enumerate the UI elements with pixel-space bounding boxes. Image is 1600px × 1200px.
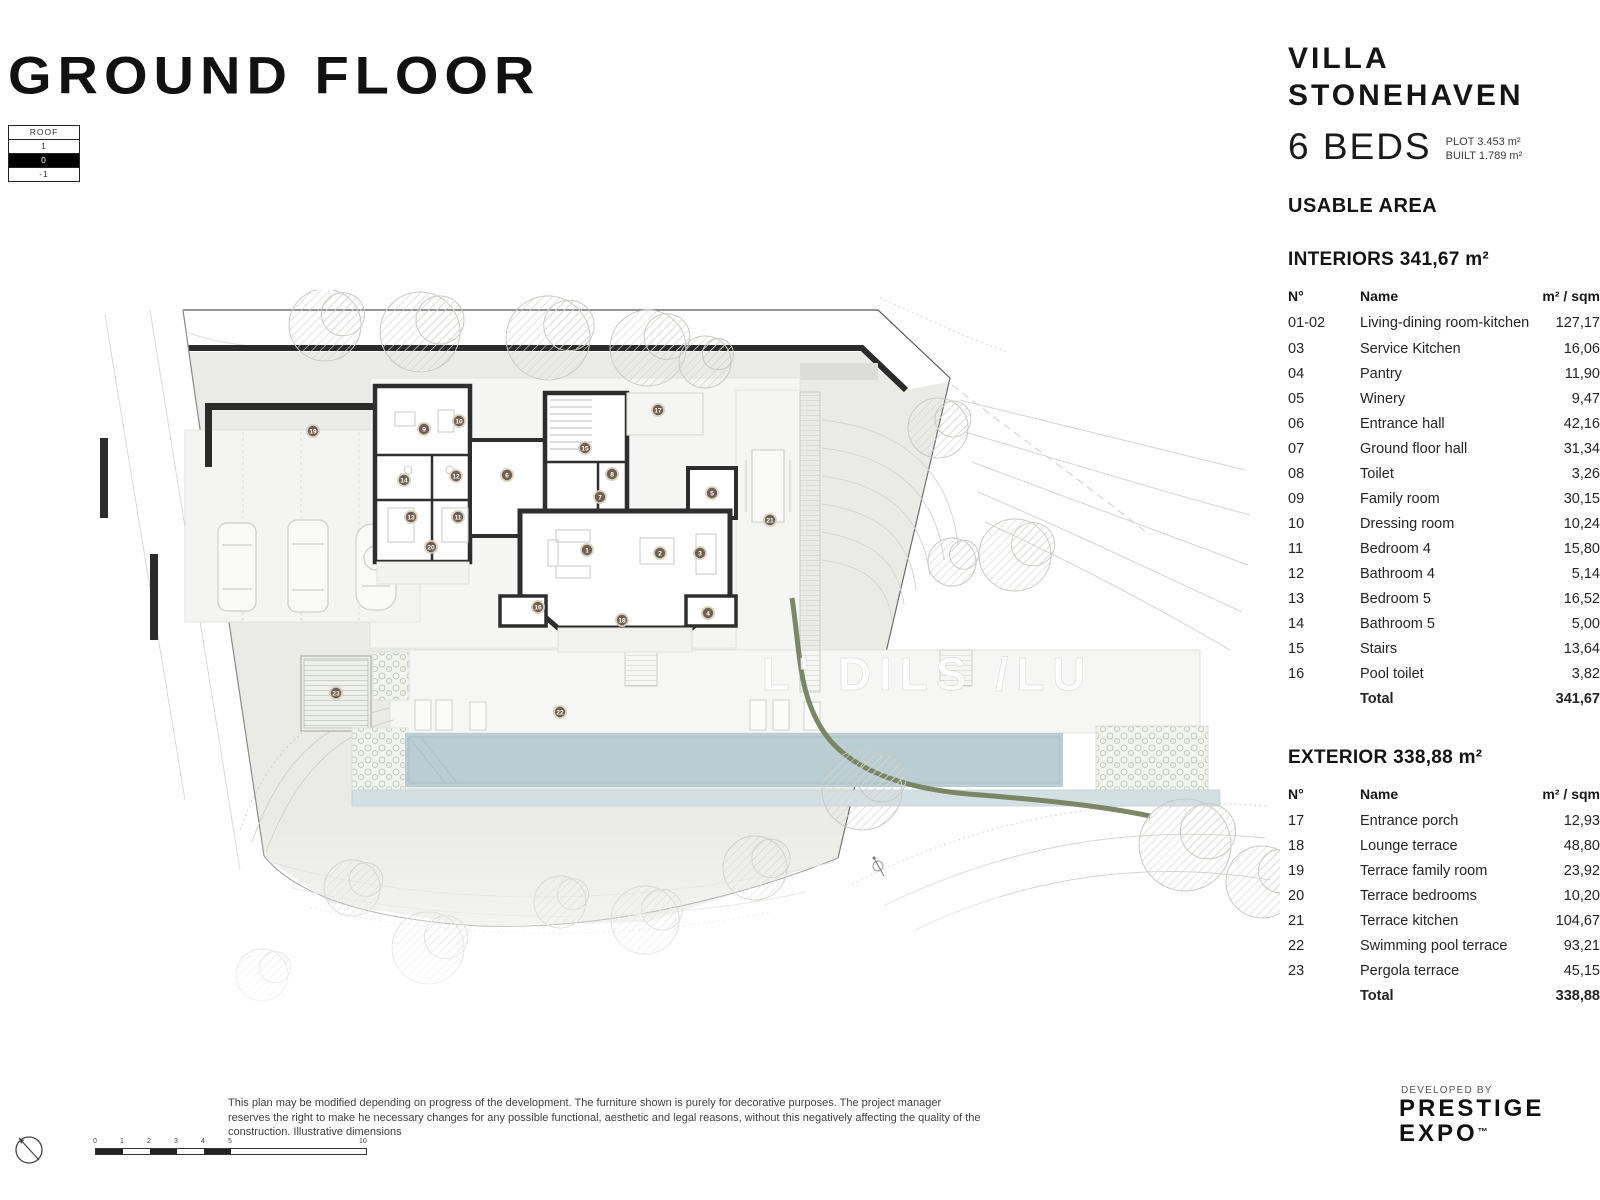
col-sqm: m² / sqm [1542, 786, 1600, 802]
svg-text:5: 5 [710, 490, 714, 498]
room-badge-14 [397, 473, 411, 487]
table-row: 23 Pergola terrace 45,15 [1288, 962, 1600, 979]
room-badge-12 [449, 469, 463, 483]
table-row: 15 Stairs 13,64 [1288, 640, 1600, 657]
table-row: 08 Toilet 3,26 [1288, 465, 1600, 482]
table-row: 12 Bathroom 4 5,14 [1288, 565, 1600, 582]
floor-option-1[interactable]: 1 [9, 140, 79, 154]
scale-label: 4 [201, 1138, 205, 1145]
room-badge-7 [593, 490, 607, 504]
floor-option-roof[interactable]: ROOF [9, 126, 79, 140]
table-row: 06 Entrance hall 42,16 [1288, 415, 1600, 432]
exterior-heading: EXTERIOR 338,88 m² [1288, 747, 1483, 768]
developed-by-label: DEVELOPED BY [1401, 1085, 1493, 1096]
developer-logo [1399, 1097, 1544, 1146]
table-row: 09 Family room 30,15 [1288, 490, 1600, 507]
beds-row [1288, 126, 1600, 168]
plot-built [1446, 126, 1523, 163]
beds-count: 6 BEDS [1288, 126, 1432, 167]
room-badge-21 [763, 513, 777, 527]
table-row: 18 Lounge terrace 48,80 [1288, 837, 1600, 854]
villa-name-line2: STONEHAVEN [1288, 79, 1524, 112]
tree-icon [1226, 846, 1280, 918]
room-badge-2 [653, 546, 667, 560]
trademark-symbol: ™ [1477, 1127, 1488, 1138]
scale-label: 0 [93, 1138, 97, 1145]
svg-text:2: 2 [658, 550, 662, 558]
scale-label: 3 [174, 1138, 178, 1145]
table-row: 19 Terrace family room 23,92 [1288, 862, 1600, 879]
table-row: 13 Bedroom 5 16,52 [1288, 590, 1600, 607]
plot-area: PLOT 3.453 m² [1445, 136, 1521, 148]
svg-text:12: 12 [452, 473, 460, 481]
svg-text:19: 19 [309, 428, 317, 436]
scale-bar-track [95, 1148, 367, 1155]
tree-icon [908, 398, 971, 458]
north-compass-icon [8, 1128, 50, 1175]
watermark: L' DILS /LU [762, 648, 1094, 700]
villa-name-line1: VILLA [1288, 42, 1390, 75]
villa-name [1288, 40, 1600, 114]
survey-mark-icon [873, 857, 885, 877]
interiors-section [1288, 249, 1600, 711]
room-badge-22 [553, 705, 567, 719]
tree-icon [822, 750, 906, 830]
exterior-table [1288, 781, 1600, 1008]
svg-text:13: 13 [407, 514, 415, 522]
svg-text:22: 22 [556, 709, 564, 717]
info-panel [1288, 40, 1600, 1008]
table-row: 01-02 Living-dining room-kitchen 127,17 [1288, 314, 1600, 331]
room-badge-15 [578, 441, 592, 455]
room-badge-3 [693, 546, 707, 560]
svg-text:16: 16 [534, 604, 542, 612]
col-number: N° [1288, 786, 1304, 802]
table-header-row [1288, 781, 1600, 808]
paving-strip [800, 363, 878, 380]
room-badge-9 [417, 422, 431, 436]
table-row: 03 Service Kitchen 16,06 [1288, 340, 1600, 357]
table-row: 17 Entrance porch 12,93 [1288, 812, 1600, 829]
svg-text:10: 10 [455, 418, 463, 426]
svg-text:7: 7 [598, 494, 602, 502]
table-row: 20 Terrace bedrooms 10,20 [1288, 887, 1600, 904]
room-badge-11 [451, 510, 465, 524]
svg-text:4: 4 [706, 610, 710, 618]
svg-text:15: 15 [581, 445, 589, 453]
svg-text:3: 3 [698, 550, 702, 558]
built-area: BUILT 1.789 m² [1445, 150, 1523, 162]
room-badge-5 [705, 486, 719, 500]
room-badge-6 [500, 468, 514, 482]
exterior-section [1288, 747, 1600, 1008]
pool-overflow [352, 790, 1220, 806]
scale-label: 2 [147, 1138, 151, 1145]
tree-icon [979, 519, 1055, 591]
col-number: N° [1288, 288, 1304, 304]
svg-text:6: 6 [505, 472, 509, 480]
col-name: Name [1360, 288, 1399, 304]
svg-text:9: 9 [422, 426, 426, 434]
svg-text:1: 1 [585, 547, 589, 555]
scale-bar [95, 1138, 375, 1160]
table-row: 14 Bathroom 5 5,00 [1288, 615, 1600, 632]
tree-icon [928, 538, 978, 586]
room-badge-4 [701, 606, 715, 620]
room-badge-13 [404, 510, 418, 524]
car-icons [218, 520, 396, 612]
room-badge-18 [615, 613, 629, 627]
table-row: 11 Bedroom 4 15,80 [1288, 540, 1600, 557]
svg-text:8: 8 [610, 471, 614, 479]
floor-selector[interactable] [8, 125, 80, 182]
room-badge-16 [531, 600, 545, 614]
svg-text:20: 20 [427, 544, 435, 552]
svg-text:14: 14 [400, 477, 408, 485]
tree-icon [611, 886, 682, 954]
tree-icon [1139, 799, 1236, 891]
table-total-row: Total 338,88 [1360, 987, 1600, 1004]
brand-line1: PRESTIGE [1399, 1095, 1545, 1122]
scale-label: 5 [228, 1138, 232, 1145]
table-header-row [1288, 283, 1600, 310]
col-sqm: m² / sqm [1542, 288, 1600, 304]
disclaimer-text: This plan may be modified depending on progress of the development. The furniture shown is purely for decorative purposes. The project manager reserves the right to make he necessary changes for any possible functional, aesthetic and legal reasons, without this negatively affecting the quality of the construction. Illustrative dimensions [228, 1097, 981, 1138]
brand-line2: EXPO™ [1399, 1120, 1488, 1147]
tree-icon [392, 912, 468, 984]
page-title: GROUND FLOOR [8, 44, 541, 105]
room-badge-19 [306, 424, 320, 438]
floor-option-0[interactable]: 0 [9, 154, 79, 168]
room-badge-20 [424, 540, 438, 554]
floor-plan [0, 290, 1280, 1010]
interiors-heading: INTERIORS 341,67 m² [1288, 249, 1490, 270]
table-row: 21 Terrace kitchen 104,67 [1288, 912, 1600, 929]
floor-option--1[interactable]: -1 [39, 169, 49, 179]
svg-text:18: 18 [618, 617, 626, 625]
svg-text:11: 11 [454, 514, 462, 522]
table-total-row: Total 341,67 [1360, 690, 1600, 707]
tree-icon [723, 836, 790, 900]
col-name: Name [1360, 786, 1399, 802]
room-badge-8 [605, 467, 619, 481]
tree-icon [236, 949, 291, 1001]
swimming-pool [352, 733, 1220, 806]
room-badge-1 [580, 543, 594, 557]
table-row: 07 Ground floor hall 31,34 [1288, 440, 1600, 457]
table-row: 05 Winery 9,47 [1288, 390, 1600, 407]
car-icon [218, 523, 256, 611]
table-row: 04 Pantry 11,90 [1288, 365, 1600, 382]
table-row: 16 Pool toilet 3,82 [1288, 665, 1600, 682]
scale-label: 10 [359, 1138, 367, 1145]
room-badge-17 [651, 403, 665, 417]
usable-area-heading: USABLE AREA [1288, 195, 1438, 217]
scale-label: 1 [120, 1138, 124, 1145]
svg-text:21: 21 [766, 517, 774, 525]
interiors-table [1288, 283, 1600, 711]
svg-text:23: 23 [332, 690, 340, 698]
room-badge-23 [329, 686, 343, 700]
table-row: 10 Dressing room 10,24 [1288, 515, 1600, 532]
room-badge-10 [452, 414, 466, 428]
table-row: 22 Swimming pool terrace 93,21 [1288, 937, 1600, 954]
svg-text:17: 17 [654, 407, 662, 415]
car-icon [288, 520, 328, 612]
